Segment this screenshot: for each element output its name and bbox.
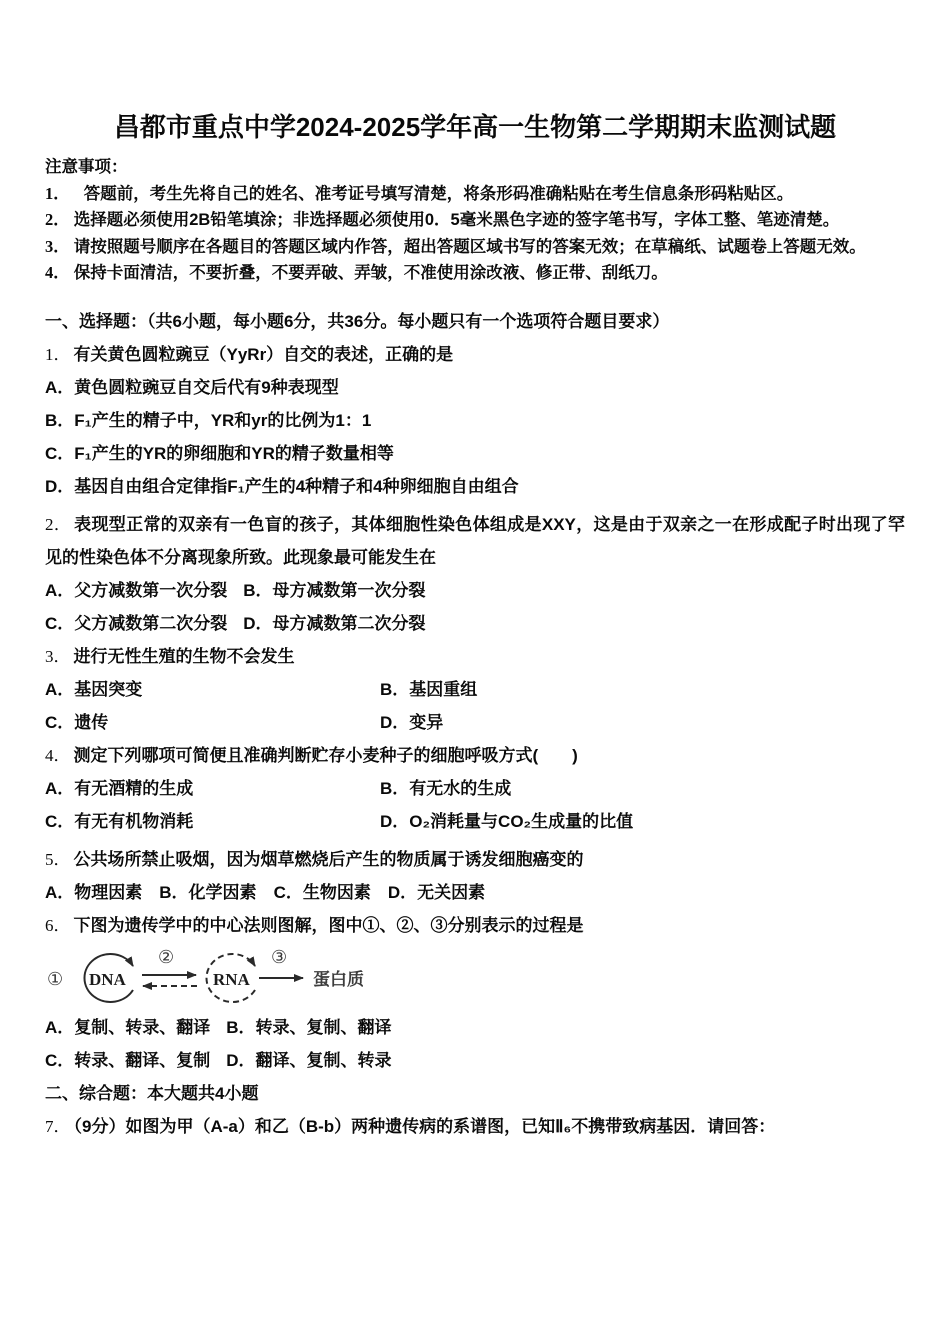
- option-a: A．复制、转录、翻译: [45, 1017, 211, 1037]
- option-b: B．F₁产生的精子中，YR和yr的比例为1：1: [45, 410, 372, 430]
- notice-item-number: 2．: [45, 210, 70, 229]
- question-4-stem: [45, 739, 905, 772]
- option-a: A．有无酒精的生成: [45, 778, 194, 798]
- question-7: [45, 1110, 905, 1143]
- question-number: 4．: [45, 745, 71, 765]
- circled-3-label: ③: [271, 946, 288, 968]
- option-row: [45, 437, 905, 470]
- option-row: [45, 876, 905, 909]
- rna-label: RNA: [213, 969, 250, 989]
- question-stem-text: （9分）如图为甲（A-a）和乙（B-b）两种遗传病的系谱图，已知Ⅱ₆不携带致病基因．请回答：: [73, 1116, 776, 1136]
- option-row: [45, 607, 905, 640]
- notice-item-text: 答题前，考生先将自己的姓名、准考证号填写清楚，将条形码准确粘贴在考生信息条形码粘贴区。: [83, 184, 794, 203]
- notice-item-number: 1．: [45, 183, 70, 203]
- question-stem-text: 进行无性生殖的生物不会发生: [73, 646, 295, 666]
- question-7-stem: [45, 1110, 905, 1143]
- option-row: [45, 404, 905, 437]
- protein-label: 蛋白质: [313, 969, 364, 989]
- question-5: [45, 843, 905, 909]
- notice-item-text: 保持卡面清洁，不要折叠，不要弄破、弄皱，不准使用涂改液、修正带、刮纸刀。: [73, 264, 668, 282]
- circled-1-label: ①: [47, 968, 64, 990]
- option-row: [45, 706, 905, 739]
- option-b: B．基因重组: [380, 679, 478, 699]
- option-d: D．无关因素: [387, 882, 486, 902]
- question-1: [45, 338, 905, 503]
- option-d: D．母方减数第二次分裂: [243, 613, 426, 633]
- question-stem-text: 测定下列哪项可简便且准确判断贮存小麦种子的细胞呼吸方式( ): [73, 745, 578, 765]
- option-row: [45, 574, 905, 607]
- question-5-stem: [45, 843, 905, 876]
- question-3: [45, 640, 905, 739]
- option-b: B．化学因素: [159, 882, 257, 902]
- option-a: A．父方减数第一次分裂: [45, 580, 228, 600]
- central-dogma-svg: [45, 945, 375, 1009]
- option-c: C．遗传: [45, 712, 109, 732]
- option-d: D．翻译、复制、转录: [226, 1050, 392, 1070]
- option-d: D．变异: [380, 712, 444, 732]
- notice-item: [45, 207, 905, 234]
- option-c: C．转录、翻译、复制: [45, 1050, 211, 1070]
- option-c: C．F₁产生的YR的卵细胞和YR的精子数量相等: [45, 443, 394, 463]
- option-row: [45, 673, 905, 706]
- option-row: [45, 470, 905, 503]
- option-row: [45, 1011, 905, 1044]
- page-title: 昌都市重点中学2024-2025学年高一生物第二学期期末监测试题: [113, 112, 837, 142]
- option-c: C．有无有机物消耗: [45, 811, 194, 831]
- notice-heading: 注意事项：: [45, 158, 128, 176]
- option-row: [45, 772, 905, 805]
- question-number: 6．: [45, 915, 71, 935]
- notice-item: [45, 234, 905, 261]
- option-row: [45, 371, 905, 404]
- option-row: [45, 805, 905, 838]
- option-b: B．有无水的生成: [380, 778, 512, 798]
- option-c: C．父方减数第二次分裂: [45, 613, 228, 633]
- notice-item: [45, 181, 905, 208]
- question-6: [45, 909, 905, 1077]
- question-2: [45, 508, 905, 640]
- section-2-heading: 二、综合题：本大题共4小题: [45, 1083, 259, 1103]
- question-stem-text: 公共场所禁止吸烟，因为烟草燃烧后产生的物质属于诱发细胞癌变的: [73, 849, 584, 869]
- question-number: 2．: [45, 514, 72, 534]
- central-dogma-diagram: [45, 945, 905, 1011]
- question-stem-text: 下图为遗传学中的中心法则图解，图中①、②、③分别表示的过程是: [73, 915, 584, 935]
- section-1-heading: 一、选择题：（共6小题，每小题6分，共36分。每小题只有一个选项符合题目要求）: [45, 311, 670, 331]
- option-c: C．生物因素: [273, 882, 371, 902]
- question-6-stem: [45, 909, 905, 942]
- question-stem-text: 表现型正常的双亲有一色盲的孩子，其体细胞性染色体组成是XXY，这是由于双亲之一在形成配子时出现了罕见的性染色体不分离现象所致。此现象最可能发生在: [45, 514, 906, 567]
- option-a: A．黄色圆粒豌豆自交后代有9种表现型: [45, 377, 339, 397]
- circled-2-label: ②: [158, 946, 175, 968]
- question-3-stem: [45, 640, 905, 673]
- option-b: B．转录、复制、翻译: [226, 1017, 392, 1037]
- option-d: D．基因自由组合定律指F₁产生的4种精子和4种卵细胞自由组合: [45, 476, 519, 496]
- question-number: 5．: [45, 849, 71, 869]
- notice-item-text: 选择题必须使用2B铅笔填涂；非选择题必须使用0．5毫米黑色字迹的签字笔书写，字体工整、笔迹清楚。: [73, 211, 840, 229]
- question-4: [45, 739, 905, 838]
- option-a: A．物理因素: [45, 882, 143, 902]
- question-number: 3．: [45, 646, 71, 666]
- notice-item: [45, 260, 905, 287]
- option-row: [45, 1044, 905, 1077]
- notice-item-number: 4．: [45, 263, 70, 282]
- question-2-stem: [45, 508, 905, 574]
- question-number: 1．: [45, 344, 71, 364]
- question-1-stem: [45, 338, 905, 371]
- notice-item-text: 请按照题号顺序在各题目的答题区域内作答，超出答题区域书写的答案无效；在草稿纸、试题卷上答题无效。: [73, 237, 866, 256]
- notice-section: [45, 154, 905, 287]
- option-d: D．O₂消耗量与CO₂生成量的比值: [380, 811, 634, 831]
- dna-label: DNA: [89, 969, 126, 989]
- notice-item-number: 3．: [45, 236, 70, 256]
- question-stem-text: 有关黄色圆粒豌豆（YyRr）自交的表述，正确的是: [73, 344, 454, 364]
- question-number: 7．: [45, 1116, 71, 1136]
- option-a: A．基因突变: [45, 679, 143, 699]
- option-b: B．母方减数第一次分裂: [243, 580, 426, 600]
